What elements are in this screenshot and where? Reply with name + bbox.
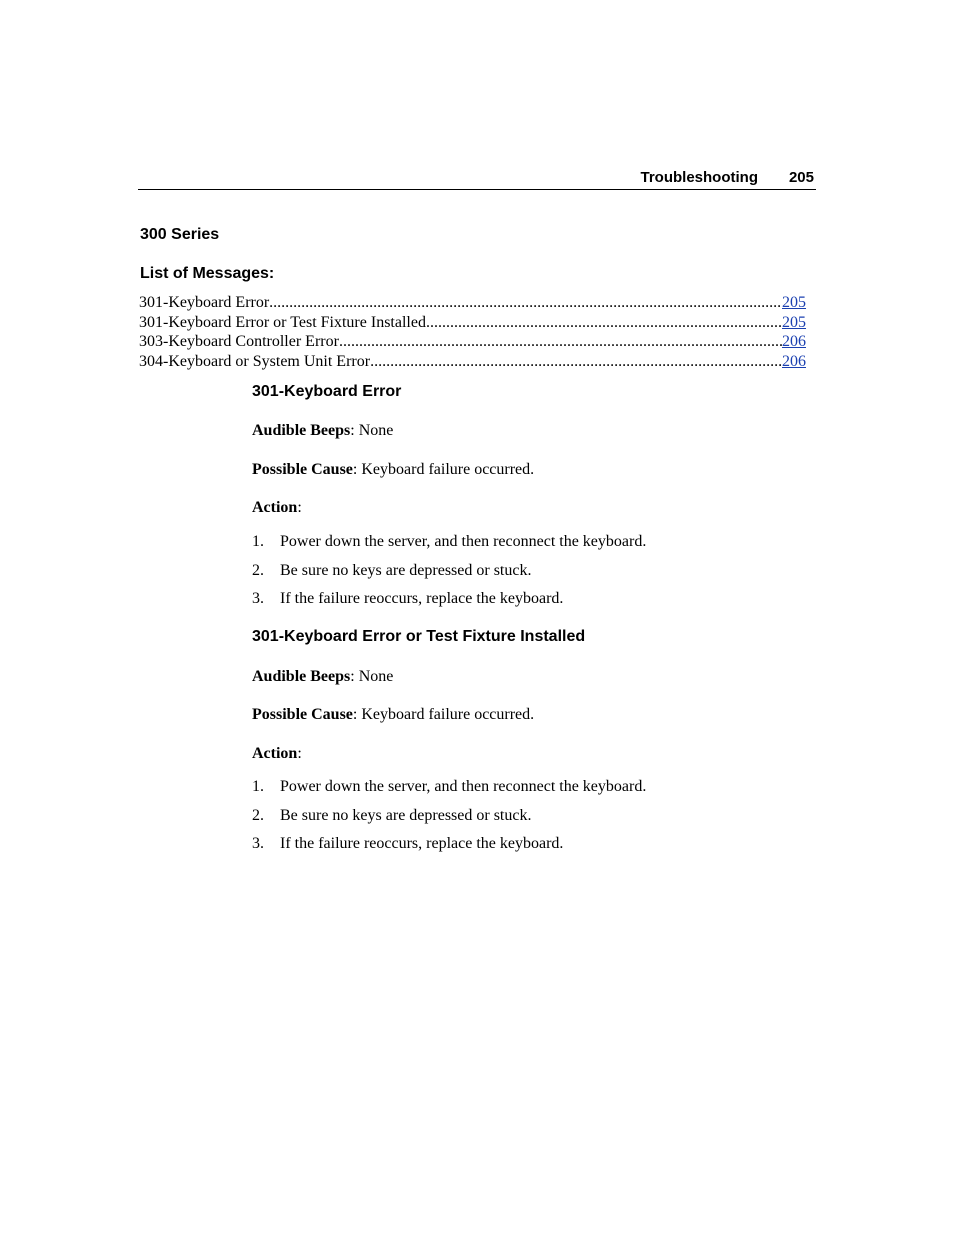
toc-entry-label[interactable]: 304-Keyboard or System Unit Error bbox=[139, 352, 371, 370]
toc-leader bbox=[426, 313, 782, 333]
step-text: Be sure no keys are depressed or stuck. bbox=[280, 561, 532, 579]
message-list bbox=[139, 293, 806, 371]
toc-leader bbox=[269, 293, 782, 313]
message-entry bbox=[252, 382, 812, 607]
action-steps bbox=[252, 777, 646, 863]
step-number: 1. bbox=[252, 533, 264, 550]
action-steps bbox=[252, 532, 646, 618]
list-item bbox=[252, 806, 646, 835]
message-entry bbox=[252, 627, 812, 852]
action-label: Action bbox=[252, 745, 298, 762]
running-header bbox=[138, 168, 816, 190]
step-text: Power down the server, and then reconnect the keyboard. bbox=[280, 533, 647, 550]
list-item bbox=[252, 777, 646, 806]
possible-cause bbox=[252, 460, 534, 480]
action-suffix: : bbox=[297, 499, 302, 516]
toc-entry[interactable] bbox=[139, 352, 806, 372]
step-text: Power down the server, and then reconnect the keyboard. bbox=[280, 778, 647, 795]
action-heading bbox=[252, 744, 302, 764]
step-number: 1. bbox=[252, 778, 264, 795]
cause-label: Possible Cause bbox=[252, 461, 353, 478]
toc-page-link[interactable]: 206 bbox=[782, 333, 806, 350]
list-item bbox=[252, 834, 646, 863]
toc-page-link[interactable]: 206 bbox=[782, 352, 806, 370]
step-number: 2. bbox=[252, 806, 264, 824]
beeps-value: : None bbox=[350, 668, 394, 685]
list-item bbox=[252, 589, 646, 618]
step-text: Be sure no keys are depressed or stuck. bbox=[280, 806, 532, 824]
entry-title: 301-Keyboard Error or Test Fixture Installed bbox=[252, 628, 586, 645]
cause-value: : Keyboard failure occurred. bbox=[352, 461, 535, 478]
list-heading: List of Messages: bbox=[140, 265, 275, 282]
entry-title: 301-Keyboard Error bbox=[252, 383, 402, 400]
action-label: Action bbox=[252, 499, 298, 516]
possible-cause bbox=[252, 705, 534, 725]
toc-leader bbox=[370, 352, 782, 372]
audible-beeps bbox=[252, 421, 393, 441]
toc-entry-label[interactable]: 301-Keyboard Error or Test Fixture Installed bbox=[139, 313, 426, 331]
cause-value: : Keyboard failure occurred. bbox=[352, 706, 535, 723]
beeps-value: : None bbox=[350, 422, 394, 439]
header-title: Troubleshooting bbox=[640, 169, 758, 186]
toc-entry[interactable] bbox=[139, 293, 806, 313]
toc-page-link[interactable]: 205 bbox=[782, 313, 806, 331]
step-text: If the failure reoccurs, replace the keyboard. bbox=[280, 835, 564, 852]
list-item bbox=[252, 532, 646, 561]
action-heading bbox=[252, 498, 302, 518]
list-item bbox=[252, 561, 646, 590]
toc-leader bbox=[339, 332, 782, 352]
action-suffix: : bbox=[297, 745, 302, 762]
header-page-number: 205 bbox=[788, 169, 814, 186]
toc-page-link[interactable]: 205 bbox=[782, 294, 806, 311]
toc-entry[interactable] bbox=[139, 313, 806, 333]
cause-label: Possible Cause bbox=[252, 706, 353, 723]
toc-entry-label[interactable]: 301-Keyboard Error bbox=[139, 294, 270, 311]
audible-beeps bbox=[252, 667, 393, 687]
toc-entry[interactable] bbox=[139, 332, 806, 352]
step-number: 2. bbox=[252, 561, 264, 579]
step-number: 3. bbox=[252, 835, 264, 852]
step-text: If the failure reoccurs, replace the keyboard. bbox=[280, 590, 564, 607]
series-heading: 300 Series bbox=[140, 226, 220, 243]
beeps-label: Audible Beeps bbox=[252, 422, 351, 439]
beeps-label: Audible Beeps bbox=[252, 668, 351, 685]
step-number: 3. bbox=[252, 590, 264, 607]
toc-entry-label[interactable]: 303-Keyboard Controller Error bbox=[139, 333, 339, 350]
